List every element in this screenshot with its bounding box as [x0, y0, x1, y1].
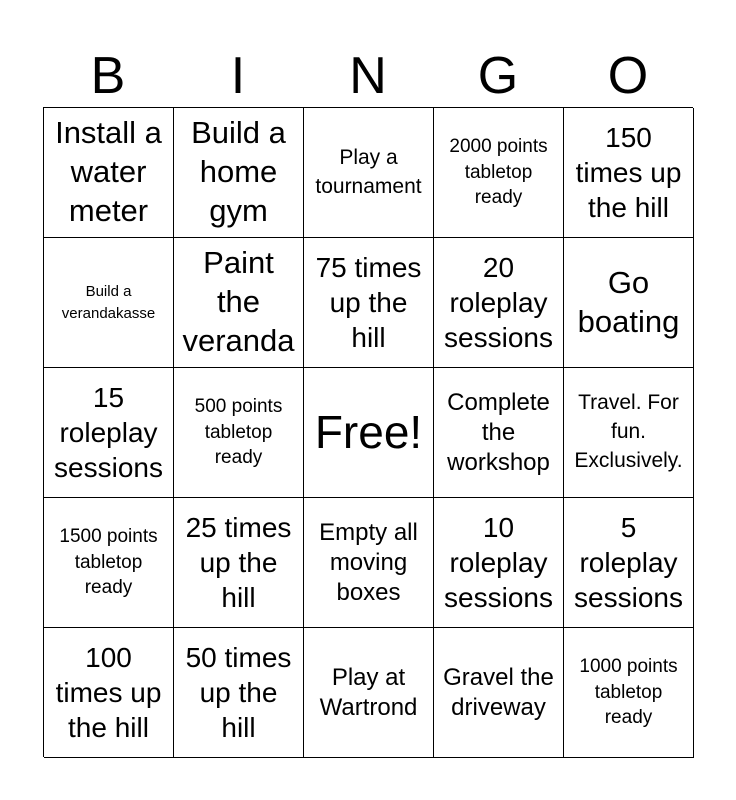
header-letter-o: O [607, 47, 649, 105]
cell-text: 1000 points tabletop ready [579, 655, 678, 729]
cell-text: Travel. For fun. Exclusively. [574, 391, 683, 472]
cell-text: Go boating [577, 264, 680, 339]
bingo-cell[interactable] [44, 238, 174, 368]
bingo-cell[interactable] [564, 628, 694, 758]
cell-text: Build a home gym [191, 115, 286, 228]
bingo-cell[interactable] [304, 108, 434, 238]
bingo-cell[interactable] [44, 628, 174, 758]
free-space-cell[interactable] [304, 368, 434, 498]
cell-text: 100 times up the hill [55, 642, 162, 743]
cell-text: 20 roleplay sessions [444, 252, 553, 353]
bingo-cell[interactable] [174, 628, 304, 758]
cell-text: 10 roleplay sessions [444, 512, 553, 613]
free-space-text: Free! [314, 406, 423, 459]
bingo-cell[interactable] [434, 238, 564, 368]
cell-text: 2000 points tabletop ready [449, 135, 548, 209]
bingo-cell[interactable] [434, 628, 564, 758]
bingo-cell[interactable] [44, 368, 174, 498]
cell-text: Paint the veranda [182, 245, 295, 358]
cell-text: 50 times up the hill [185, 642, 292, 743]
bingo-cell[interactable] [304, 498, 434, 628]
cell-text: Build a verandakasse [61, 283, 156, 322]
cell-text: Empty all moving boxes [319, 518, 418, 606]
cell-text: 150 times up the hill [575, 122, 682, 223]
cell-text: 75 times up the hill [315, 252, 422, 353]
bingo-cell[interactable] [44, 108, 174, 238]
cell-text: Play at Wartrond [319, 663, 418, 721]
header-letter-n: N [349, 47, 387, 105]
cell-text: Install a water meter [55, 115, 162, 228]
header-letter-g: G [477, 47, 519, 105]
bingo-cell[interactable] [434, 368, 564, 498]
cell-text: 5 roleplay sessions [574, 512, 683, 613]
bingo-cell[interactable] [174, 368, 304, 498]
bingo-cell[interactable] [434, 498, 564, 628]
cell-text: Complete the workshop [447, 388, 550, 476]
header-letter-b: B [90, 47, 126, 105]
bingo-cell[interactable] [564, 498, 694, 628]
bingo-cell[interactable] [564, 368, 694, 498]
bingo-board [43, 107, 693, 757]
bingo-cell[interactable] [304, 628, 434, 758]
bingo-cell[interactable] [174, 108, 304, 238]
bingo-cell[interactable] [434, 108, 564, 238]
bingo-cell[interactable] [564, 238, 694, 368]
bingo-cell[interactable] [564, 108, 694, 238]
bingo-cell[interactable] [174, 238, 304, 368]
cell-text: Play a tournament [315, 145, 422, 198]
bingo-cell[interactable] [304, 238, 434, 368]
cell-text: 500 points tabletop ready [194, 395, 283, 469]
cell-text: 1500 points tabletop ready [59, 525, 158, 599]
bingo-cell[interactable] [44, 498, 174, 628]
cell-text: 15 roleplay sessions [54, 382, 163, 483]
bingo-cell[interactable] [174, 498, 304, 628]
bingo-header [43, 46, 693, 106]
header-letter-i: I [230, 47, 246, 105]
cell-text: Gravel the driveway [443, 663, 554, 721]
cell-text: 25 times up the hill [185, 512, 292, 613]
